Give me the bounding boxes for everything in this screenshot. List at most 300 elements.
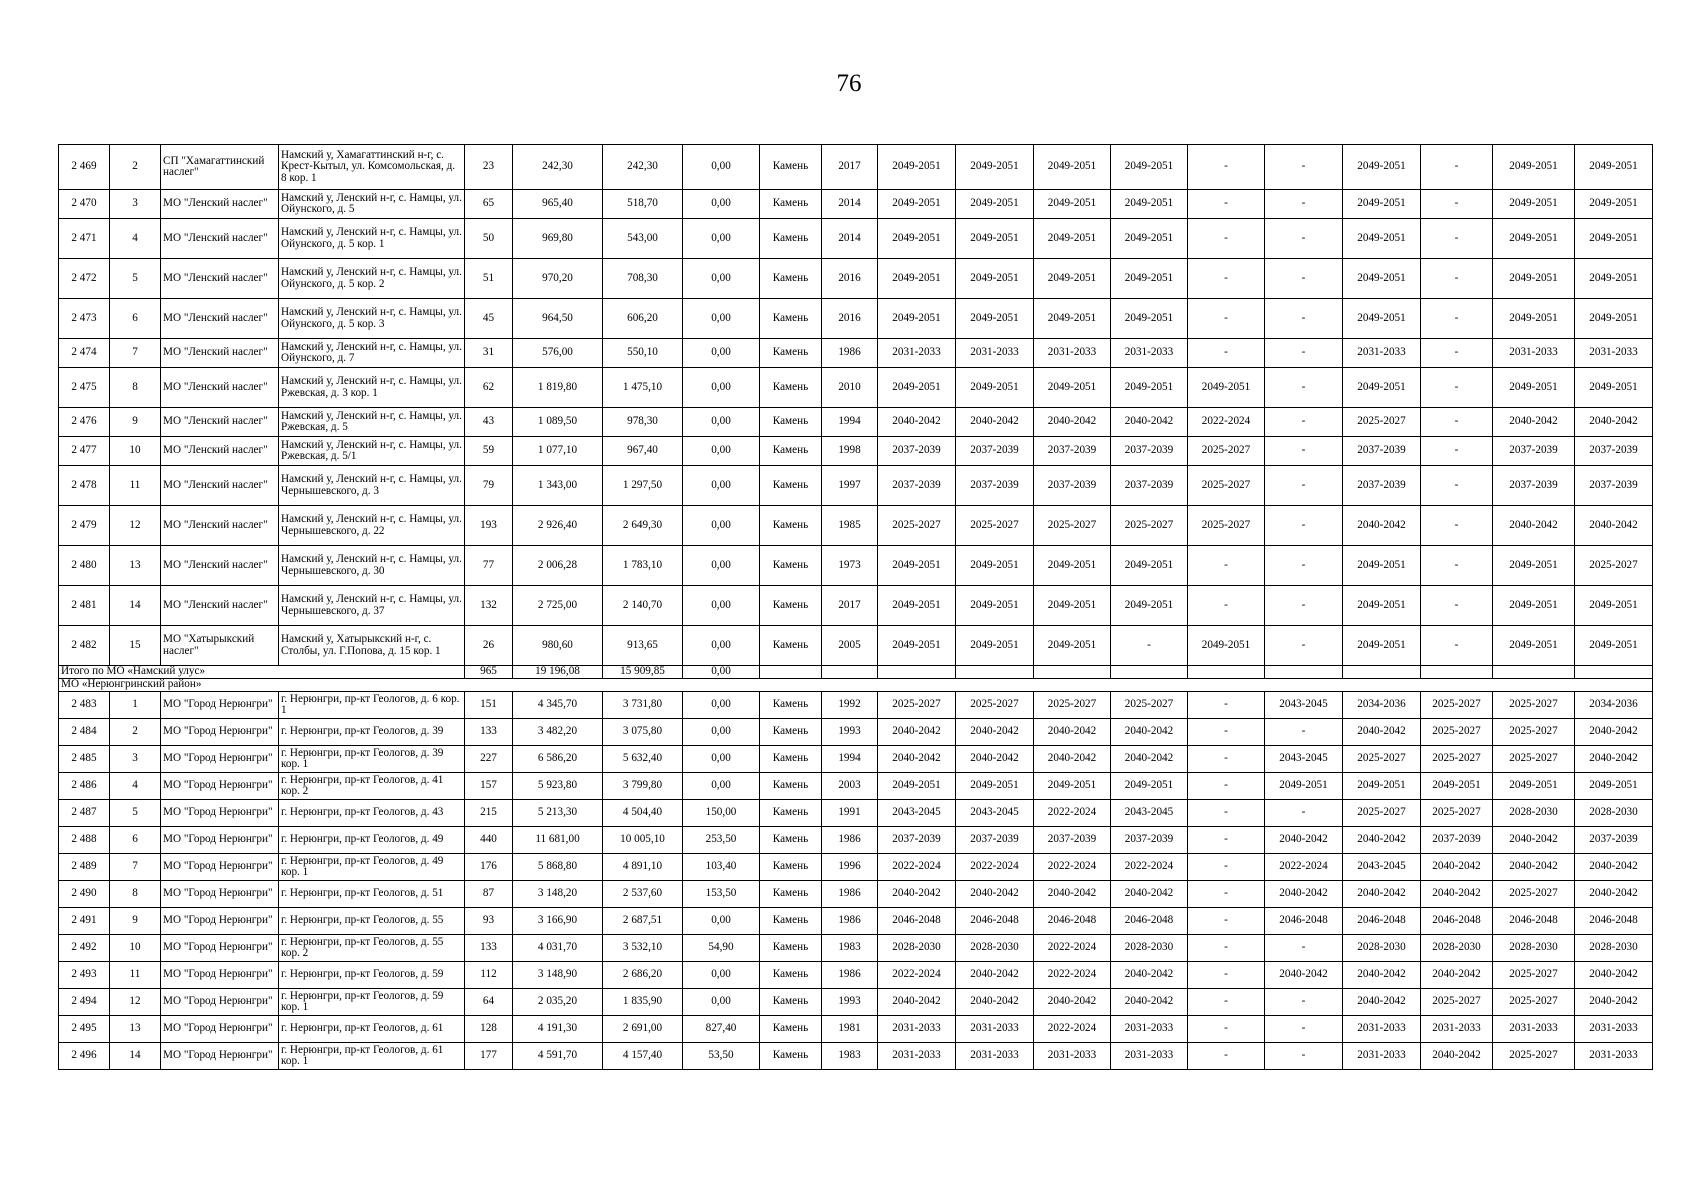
total-area-cell: 965,40 [513, 190, 603, 219]
living-area-cell: 3 532,10 [603, 935, 683, 962]
row-index-cell: 5 [110, 800, 161, 827]
nonliving-area-cell: 0,00 [683, 506, 760, 546]
address-cell: Намский у, Ленский н-г, с. Намцы, ул. Ржевская, д. 3 кор. 1 [279, 368, 465, 408]
repair-period-cell: - [1421, 259, 1493, 299]
repair-period-cell: 2022-2024 [1034, 800, 1111, 827]
registry-number-cell: 2 483 [59, 692, 110, 719]
repair-period-cell: 2049-2051 [1343, 299, 1421, 339]
registry-number-cell: 2 479 [59, 506, 110, 546]
registry-number-cell: 2 478 [59, 466, 110, 506]
repair-period-cell: 2049-2051 [878, 368, 956, 408]
table-row [59, 506, 1653, 546]
address-cell: г. Нерюнгри, пр-кт Геологов, д. 6 кор. 1 [279, 692, 465, 719]
row-index-cell: 1 [110, 692, 161, 719]
address-cell: Намский у, Ленский н-г, с. Намцы, ул. Чернышевского, д. 37 [279, 586, 465, 626]
repair-period-cell: 2049-2051 [1188, 626, 1265, 666]
repair-period-cell: 2037-2039 [878, 466, 956, 506]
repair-period-cell: 2046-2048 [1265, 908, 1343, 935]
quantity-cell: 62 [465, 368, 513, 408]
build-year-cell: 1986 [822, 962, 878, 989]
repair-period-cell: - [1421, 546, 1493, 586]
quantity-cell: 151 [465, 692, 513, 719]
repair-period-cell: - [1188, 339, 1265, 368]
quantity-cell: 31 [465, 339, 513, 368]
repair-period-cell: 2049-2051 [1575, 586, 1653, 626]
build-year-cell: 1981 [822, 1016, 878, 1043]
total-area-cell: 964,50 [513, 299, 603, 339]
nonliving-area-cell: 0,00 [683, 586, 760, 626]
repair-period-cell: 2049-2051 [1343, 190, 1421, 219]
repair-period-cell: 2040-2042 [956, 719, 1034, 746]
repair-period-cell: - [1265, 626, 1343, 666]
quantity-cell: 77 [465, 546, 513, 586]
registry-number-cell: 2 490 [59, 881, 110, 908]
repair-period-cell: 2037-2039 [1575, 466, 1653, 506]
address-cell: г. Нерюнгри, пр-кт Геологов, д. 49 [279, 827, 465, 854]
table-row [59, 800, 1653, 827]
row-index-cell: 10 [110, 437, 161, 466]
municipality-cell: МО "Ленский наслег" [161, 506, 279, 546]
repair-period-cell: 2040-2042 [1575, 881, 1653, 908]
repair-period-cell: 2049-2051 [1111, 259, 1188, 299]
table-row [59, 935, 1653, 962]
quantity-cell: 132 [465, 586, 513, 626]
repair-period-cell: - [1265, 145, 1343, 190]
registry-number-cell: 2 469 [59, 145, 110, 190]
repair-period-cell: 2022-2024 [878, 962, 956, 989]
repair-period-cell: 2049-2051 [1575, 145, 1653, 190]
repair-period-cell: 2040-2042 [1343, 827, 1421, 854]
build-year-cell: 2016 [822, 259, 878, 299]
repair-period-cell: 2025-2027 [1493, 746, 1575, 773]
quantity-cell: 193 [465, 506, 513, 546]
repair-period-cell: 2025-2027 [1421, 692, 1493, 719]
repair-period-cell: 2037-2039 [1034, 827, 1111, 854]
repair-period-cell: 2025-2027 [1343, 800, 1421, 827]
total-area-cell: 5 213,30 [513, 800, 603, 827]
repair-period-cell: 2040-2042 [1343, 719, 1421, 746]
municipality-cell: МО "Город Нерюнгри" [161, 962, 279, 989]
repair-period-cell: 2046-2048 [878, 908, 956, 935]
repair-period-cell: - [1188, 190, 1265, 219]
repair-period-cell: 2037-2039 [1111, 437, 1188, 466]
repair-period-cell: 2040-2042 [878, 746, 956, 773]
repair-period-cell: 2028-2030 [1575, 935, 1653, 962]
wall-material-cell: Камень [760, 692, 822, 719]
municipality-cell: МО "Город Нерюнгри" [161, 1016, 279, 1043]
repair-period-cell: 2025-2027 [878, 506, 956, 546]
nonliving-area-cell: 0,00 [683, 437, 760, 466]
repair-period-cell: - [1188, 145, 1265, 190]
repair-period-cell: 2049-2051 [956, 586, 1034, 626]
municipality-cell: МО "Город Нерюнгри" [161, 746, 279, 773]
wall-material-cell: Камень [760, 908, 822, 935]
living-area-cell: 978,30 [603, 408, 683, 437]
table-row [59, 1016, 1653, 1043]
repair-period-cell: 2049-2051 [1111, 773, 1188, 800]
row-index-cell: 11 [110, 962, 161, 989]
repair-period-cell: 2025-2027 [1111, 692, 1188, 719]
nonliving-area-cell: 0,00 [683, 145, 760, 190]
living-area-cell: 3 731,80 [603, 692, 683, 719]
registry-number-cell: 2 492 [59, 935, 110, 962]
repair-period-cell: 2022-2024 [878, 854, 956, 881]
repair-period-cell: 2025-2027 [1034, 506, 1111, 546]
repair-period-cell: 2040-2042 [1421, 1043, 1493, 1070]
total-area-cell: 242,30 [513, 145, 603, 190]
registry-number-cell: 2 481 [59, 586, 110, 626]
registry-number-cell: 2 476 [59, 408, 110, 437]
living-area-cell: 242,30 [603, 145, 683, 190]
registry-number-cell: 2 493 [59, 962, 110, 989]
registry-number-cell: 2 496 [59, 1043, 110, 1070]
repair-period-cell: 2025-2027 [956, 506, 1034, 546]
wall-material-cell: Камень [760, 881, 822, 908]
repair-period-cell: - [1265, 190, 1343, 219]
repair-period-cell: 2049-2051 [1575, 219, 1653, 259]
row-index-cell: 4 [110, 219, 161, 259]
repair-period-cell: 2040-2042 [1493, 408, 1575, 437]
repair-period-cell: - [1265, 1016, 1343, 1043]
repair-period-cell: - [1421, 408, 1493, 437]
repair-period-cell: 2040-2042 [1421, 881, 1493, 908]
wall-material-cell: Камень [760, 746, 822, 773]
repair-period-cell: 2049-2051 [1343, 626, 1421, 666]
repair-period-cell: 2049-2051 [1034, 546, 1111, 586]
nonliving-area-cell: 0,00 [683, 219, 760, 259]
nonliving-area-cell: 0,00 [683, 339, 760, 368]
repair-period-cell: 2031-2033 [878, 339, 956, 368]
total-area-cell: 1 819,80 [513, 368, 603, 408]
living-area-cell: 2 687,51 [603, 908, 683, 935]
repair-period-cell: 2037-2039 [956, 437, 1034, 466]
total-area-cell: 2 725,00 [513, 586, 603, 626]
row-index-cell: 2 [110, 145, 161, 190]
repair-period-cell: 2037-2039 [878, 437, 956, 466]
repair-period-cell: 2025-2027 [1343, 408, 1421, 437]
nonliving-area-cell: 0,00 [683, 368, 760, 408]
repair-period-cell: 2049-2051 [878, 626, 956, 666]
row-index-cell: 2 [110, 719, 161, 746]
table-row [59, 881, 1653, 908]
build-year-cell: 1983 [822, 935, 878, 962]
row-index-cell: 8 [110, 368, 161, 408]
build-year-cell: 1998 [822, 437, 878, 466]
address-cell: г. Нерюнгри, пр-кт Геологов, д. 39 [279, 719, 465, 746]
summary-section [59, 666, 1653, 692]
repair-period-cell: 2049-2051 [878, 546, 956, 586]
quantity-cell: 133 [465, 719, 513, 746]
repair-period-cell: 2025-2027 [878, 692, 956, 719]
registry-number-cell: 2 477 [59, 437, 110, 466]
table-row [59, 339, 1653, 368]
repair-period-cell: 2037-2039 [1575, 437, 1653, 466]
repair-period-cell: 2037-2039 [1493, 437, 1575, 466]
total-area-cell: 5 868,80 [513, 854, 603, 881]
wall-material-cell: Камень [760, 368, 822, 408]
repair-period-cell: - [1188, 989, 1265, 1016]
total-area-cell: 969,80 [513, 219, 603, 259]
address-cell: Намский у, Ленский н-г, с. Намцы, ул. Ойунского, д. 7 [279, 339, 465, 368]
repair-period-cell: 2049-2051 [1111, 190, 1188, 219]
repair-period-cell: - [1111, 626, 1188, 666]
repair-period-cell: 2049-2051 [1575, 259, 1653, 299]
repair-period-cell: 2022-2024 [1111, 854, 1188, 881]
build-year-cell: 1991 [822, 800, 878, 827]
registry-number-cell: 2 480 [59, 546, 110, 586]
repair-period-cell: 2037-2039 [878, 827, 956, 854]
table-row [59, 626, 1653, 666]
nonliving-area-cell: 0,00 [683, 466, 760, 506]
build-year-cell: 2017 [822, 586, 878, 626]
repair-period-cell: 2025-2027 [1493, 1043, 1575, 1070]
total-area-cell: 2 006,28 [513, 546, 603, 586]
repair-period-cell: 2040-2042 [1575, 746, 1653, 773]
build-year-cell: 1985 [822, 506, 878, 546]
municipality-cell: МО "Город Нерюнгри" [161, 854, 279, 881]
address-cell: Намский у, Ленский н-г, с. Намцы, ул. Ржевская, д. 5/1 [279, 437, 465, 466]
repair-period-cell: 2043-2045 [1265, 746, 1343, 773]
repair-period-cell: 2025-2027 [1493, 989, 1575, 1016]
address-cell: г. Нерюнгри, пр-кт Геологов, д. 55 кор. 2 [279, 935, 465, 962]
repair-period-cell: 2043-2045 [1111, 800, 1188, 827]
quantity-cell: 51 [465, 259, 513, 299]
row-index-cell: 14 [110, 586, 161, 626]
repair-period-cell: 2049-2051 [956, 626, 1034, 666]
municipality-cell: МО "Ленский наслег" [161, 586, 279, 626]
registry-number-cell: 2 472 [59, 259, 110, 299]
address-cell: г. Нерюнгри, пр-кт Геологов, д. 55 [279, 908, 465, 935]
repair-period-cell: 2049-2051 [1188, 368, 1265, 408]
repair-period-cell: - [1421, 586, 1493, 626]
wall-material-cell: Камень [760, 219, 822, 259]
table-row [59, 746, 1653, 773]
repair-period-cell: 2031-2033 [956, 1016, 1034, 1043]
repair-period-cell: 2037-2039 [1493, 466, 1575, 506]
row-index-cell: 14 [110, 1043, 161, 1070]
municipality-cell: МО "Ленский наслег" [161, 437, 279, 466]
row-index-cell: 6 [110, 299, 161, 339]
municipality-cell: МО "Ленский наслег" [161, 466, 279, 506]
living-area-cell: 4 504,40 [603, 800, 683, 827]
municipality-cell: МО "Город Нерюнгри" [161, 881, 279, 908]
repair-period-cell: 2049-2051 [1343, 145, 1421, 190]
total-area-cell: 2 035,20 [513, 989, 603, 1016]
repair-period-cell: 2040-2042 [956, 962, 1034, 989]
repair-period-cell: - [1421, 368, 1493, 408]
living-area-cell: 543,00 [603, 219, 683, 259]
living-area-cell: 967,40 [603, 437, 683, 466]
repair-period-cell: 2031-2033 [1111, 1016, 1188, 1043]
repair-period-cell: 2025-2027 [1343, 746, 1421, 773]
repair-period-cell: - [1188, 908, 1265, 935]
repair-period-cell: 2040-2042 [1265, 827, 1343, 854]
table-row [59, 299, 1653, 339]
address-cell: Намский у, Ленский н-г, с. Намцы, ул. Ойунского, д. 5 кор. 3 [279, 299, 465, 339]
repair-period-cell: 2022-2024 [1034, 962, 1111, 989]
repair-period-cell: 2046-2048 [1111, 908, 1188, 935]
address-cell: г. Нерюнгри, пр-кт Геологов, д. 59 [279, 962, 465, 989]
repair-period-cell: 2049-2051 [1265, 773, 1343, 800]
repair-period-cell: - [1421, 626, 1493, 666]
repair-period-cell: - [1265, 408, 1343, 437]
quantity-cell: 23 [465, 145, 513, 190]
repair-period-cell: 2025-2027 [1188, 466, 1265, 506]
row-index-cell: 11 [110, 466, 161, 506]
repair-period-cell: - [1188, 773, 1265, 800]
repair-period-cell: 2040-2042 [956, 881, 1034, 908]
nonliving-area-cell: 103,40 [683, 854, 760, 881]
table-row [59, 408, 1653, 437]
wall-material-cell: Камень [760, 339, 822, 368]
registry-number-cell: 2 485 [59, 746, 110, 773]
address-cell: Намский у, Ленский н-г, с. Намцы, ул. Ойунского, д. 5 кор. 2 [279, 259, 465, 299]
row-index-cell: 6 [110, 827, 161, 854]
repair-period-cell: 2031-2033 [1111, 1043, 1188, 1070]
repair-period-cell: - [1188, 935, 1265, 962]
repair-period-cell: 2049-2051 [1343, 546, 1421, 586]
wall-material-cell: Камень [760, 506, 822, 546]
repair-period-cell: 2028-2030 [1493, 800, 1575, 827]
build-year-cell: 1973 [822, 546, 878, 586]
repair-period-cell: 2049-2051 [1111, 546, 1188, 586]
quantity-cell: 43 [465, 408, 513, 437]
repair-period-cell: 2037-2039 [956, 466, 1034, 506]
address-cell: г. Нерюнгри, пр-кт Геологов, д. 41 кор. 2 [279, 773, 465, 800]
row-index-cell: 3 [110, 190, 161, 219]
registry-number-cell: 2 486 [59, 773, 110, 800]
address-cell: г. Нерюнгри, пр-кт Геологов, д. 39 кор. 1 [279, 746, 465, 773]
repair-period-cell: 2049-2051 [1111, 219, 1188, 259]
repair-period-cell: 2040-2042 [878, 408, 956, 437]
wall-material-cell: Камень [760, 586, 822, 626]
quantity-cell: 59 [465, 437, 513, 466]
quantity-cell: 45 [465, 299, 513, 339]
repair-period-cell: 2031-2033 [1421, 1016, 1493, 1043]
repair-period-cell: 2046-2048 [956, 908, 1034, 935]
registry-number-cell: 2 487 [59, 800, 110, 827]
build-year-cell: 2003 [822, 773, 878, 800]
repair-period-cell: 2037-2039 [1034, 437, 1111, 466]
table-row [59, 1043, 1653, 1070]
wall-material-cell: Камень [760, 800, 822, 827]
repair-period-cell: 2049-2051 [1493, 190, 1575, 219]
repair-period-cell: 2049-2051 [1034, 145, 1111, 190]
repair-period-cell: - [1188, 219, 1265, 259]
quantity-cell: 176 [465, 854, 513, 881]
quantity-cell: 157 [465, 773, 513, 800]
repair-period-cell: 2049-2051 [878, 259, 956, 299]
repair-period-cell: 2025-2027 [1493, 881, 1575, 908]
wall-material-cell: Камень [760, 466, 822, 506]
repair-period-cell: - [1188, 1043, 1265, 1070]
repair-period-cell: 2049-2051 [1343, 586, 1421, 626]
table-row [59, 692, 1653, 719]
wall-material-cell: Камень [760, 719, 822, 746]
quantity-cell: 26 [465, 626, 513, 666]
repair-period-cell: 2031-2033 [878, 1043, 956, 1070]
registry-number-cell: 2 491 [59, 908, 110, 935]
registry-number-cell: 2 473 [59, 299, 110, 339]
wall-material-cell: Камень [760, 190, 822, 219]
row-index-cell: 9 [110, 408, 161, 437]
repair-period-cell: 2040-2042 [1421, 962, 1493, 989]
row-index-cell: 12 [110, 506, 161, 546]
table-row [59, 773, 1653, 800]
repair-period-cell: 2040-2042 [1343, 962, 1421, 989]
summary-label: Итого по МО «Намский улус» [59, 666, 465, 679]
repair-period-cell: - [1265, 800, 1343, 827]
nonliving-area-cell: 0,00 [683, 626, 760, 666]
wall-material-cell: Камень [760, 773, 822, 800]
table-row [59, 908, 1653, 935]
living-area-cell: 4 891,10 [603, 854, 683, 881]
row-index-cell: 13 [110, 546, 161, 586]
build-year-cell: 1994 [822, 746, 878, 773]
table-row [59, 368, 1653, 408]
living-area-cell: 5 632,40 [603, 746, 683, 773]
repair-period-cell: 2031-2033 [1343, 1043, 1421, 1070]
row-index-cell: 7 [110, 854, 161, 881]
repair-period-cell: 2022-2024 [1034, 854, 1111, 881]
repair-period-cell: 2040-2042 [878, 881, 956, 908]
repair-period-cell: - [1421, 190, 1493, 219]
row-index-cell: 15 [110, 626, 161, 666]
neryungri-rows [59, 692, 1653, 1070]
repair-period-cell: 2037-2039 [1343, 466, 1421, 506]
summary-quantity: 965 [465, 666, 513, 679]
registry-number-cell: 2 489 [59, 854, 110, 881]
repair-period-cell: - [1265, 466, 1343, 506]
registry-number-cell: 2 474 [59, 339, 110, 368]
repair-period-cell: 2025-2027 [956, 692, 1034, 719]
repair-period-cell: 2049-2051 [878, 773, 956, 800]
repair-period-cell: 2031-2033 [1034, 1043, 1111, 1070]
repair-period-cell: 2046-2048 [1421, 908, 1493, 935]
repair-period-cell: 2040-2042 [1493, 506, 1575, 546]
table-row [59, 219, 1653, 259]
table-row [59, 827, 1653, 854]
repair-period-cell: 2049-2051 [1493, 773, 1575, 800]
repair-period-cell: 2040-2042 [1421, 854, 1493, 881]
repair-period-cell: 2043-2045 [878, 800, 956, 827]
total-area-cell: 2 926,40 [513, 506, 603, 546]
repair-period-cell: 2049-2051 [956, 546, 1034, 586]
total-area-cell: 11 681,00 [513, 827, 603, 854]
repair-period-cell: 2031-2033 [1034, 339, 1111, 368]
table-row [59, 437, 1653, 466]
build-year-cell: 1994 [822, 408, 878, 437]
municipality-cell: МО "Ленский наслег" [161, 368, 279, 408]
repair-period-cell: 2025-2027 [1493, 719, 1575, 746]
nonliving-area-cell: 0,00 [683, 719, 760, 746]
wall-material-cell: Камень [760, 626, 822, 666]
build-year-cell: 1993 [822, 719, 878, 746]
living-area-cell: 2 537,60 [603, 881, 683, 908]
living-area-cell: 1 783,10 [603, 546, 683, 586]
municipality-cell: МО "Город Нерюнгри" [161, 935, 279, 962]
row-index-cell: 4 [110, 773, 161, 800]
repair-period-cell: - [1421, 219, 1493, 259]
repair-period-cell: - [1421, 506, 1493, 546]
repair-period-cell: - [1265, 339, 1343, 368]
repair-period-cell: 2031-2033 [1343, 1016, 1421, 1043]
repair-period-cell: 2031-2033 [1343, 339, 1421, 368]
repair-period-cell: 2031-2033 [1575, 1043, 1653, 1070]
repair-period-cell: 2049-2051 [1111, 586, 1188, 626]
repair-period-cell: 2049-2051 [1034, 219, 1111, 259]
repair-period-cell: 2040-2042 [1034, 408, 1111, 437]
